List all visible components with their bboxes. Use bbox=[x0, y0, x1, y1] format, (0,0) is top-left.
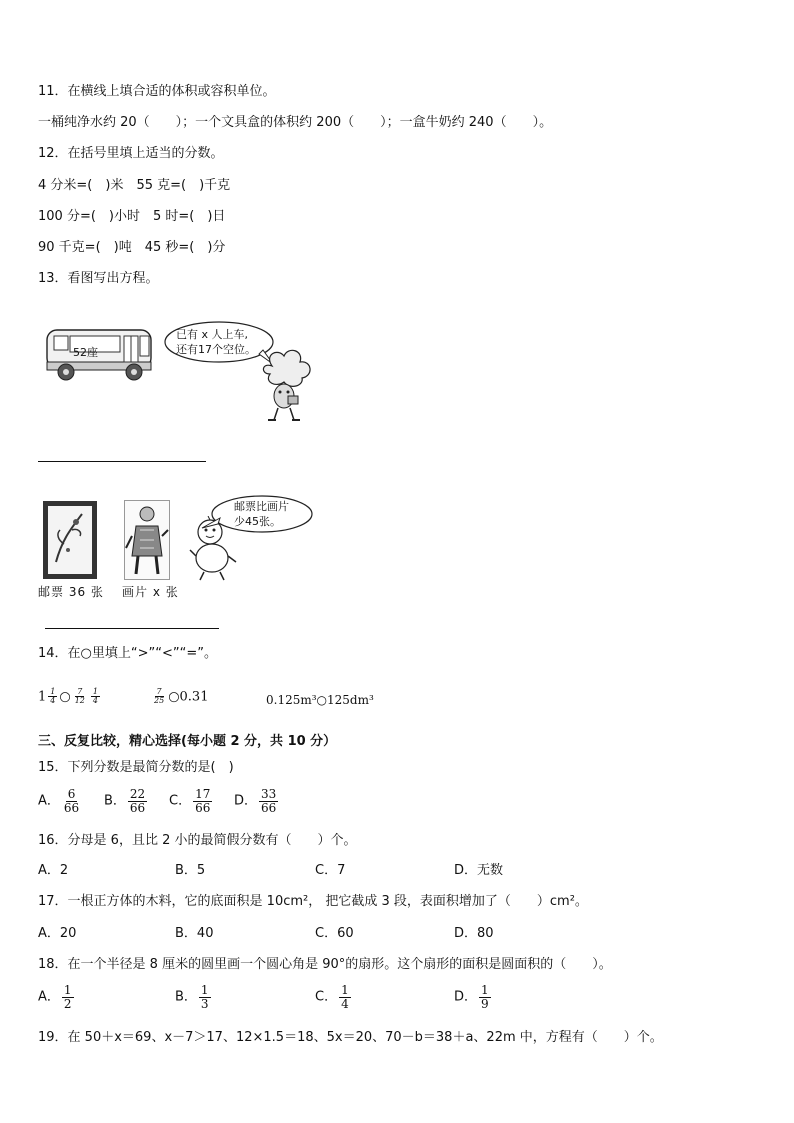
q18-option-c[interactable]: C． $\frac{1}{4}$ bbox=[315, 983, 349, 1011]
q17-option-b[interactable]: B．40 bbox=[175, 926, 214, 941]
q17-option-c[interactable]: C．60 bbox=[315, 926, 354, 941]
stamp-picture bbox=[42, 500, 98, 580]
q12-row3: 90 千克=( )吨 45 秒=( )分 bbox=[38, 240, 226, 255]
bus-seat-label: 52座 bbox=[73, 346, 98, 359]
picture-card bbox=[124, 500, 170, 580]
q18-title: 18．在一个半径是 8 厘米的圆里画一个圆心角是 90°的扇形。这个扇形的面积是圆面积的（ ）。 bbox=[38, 957, 612, 972]
q17-option-d[interactable]: D．80 bbox=[454, 926, 494, 941]
q14-item2-frac: $\frac{7}{25}$ bbox=[154, 687, 165, 706]
q14-item1-frac2: $\frac{7}{12}$ bbox=[74, 687, 85, 706]
q12-row2: 100 分=( )小时 5 时=( )日 bbox=[38, 209, 226, 224]
q12-row1: 4 分米=( )米 55 克=( )千克 bbox=[38, 178, 231, 193]
bubble1-text bbox=[176, 327, 256, 357]
bubble2-line1: 邮票比画片 bbox=[234, 500, 289, 513]
q14-item1-frac1: $\frac{1}{4}$ bbox=[50, 687, 56, 706]
q16-option-c[interactable]: C．7 bbox=[315, 863, 346, 878]
q11-title: 11．在横线上填合适的体积或容积单位。 bbox=[38, 84, 276, 99]
cabbage-character bbox=[254, 346, 318, 424]
q14-item1 bbox=[38, 688, 102, 706]
q14-item1-frac3: $\frac{1}{4}$ bbox=[92, 687, 98, 706]
q16-title: 16．分母是 6，且比 2 小的最简假分数有（ ）个。 bbox=[38, 833, 357, 848]
q16-option-d[interactable]: D．无数 bbox=[454, 863, 504, 878]
q14-item3[interactable]: 0.125m³○125dm³ bbox=[266, 693, 374, 707]
q14-item1-whole: 1 bbox=[38, 689, 47, 705]
caption-stamp: 邮票 36 张 bbox=[38, 585, 104, 599]
q14-title: 14．在○里填上“>”“<”“=”。 bbox=[38, 646, 217, 661]
q17-title: 17．一根正方体的木料，它的底面积是 10cm²， 把它截成 3 段，表面积增加了（ ）cm²。 bbox=[38, 894, 588, 909]
q19-title: 19．在 50＋x＝69、x－7＞17、12×1.5＝18、5x＝20、70－b＝38＋a、22m 中，方程有（ ）个。 bbox=[38, 1030, 663, 1045]
q18-option-d[interactable]: D． $\frac{1}{9}$ bbox=[454, 983, 489, 1011]
q13-title: 13．看图写出方程。 bbox=[38, 271, 159, 286]
answer-line-1[interactable] bbox=[38, 461, 206, 462]
q11-line: 一桶纯净水约 20（ ）；一个文具盒的体积约 200（ ）；一盒牛奶约 240（ ）。 bbox=[38, 115, 553, 130]
caption-picture: 画片 x 张 bbox=[122, 585, 179, 599]
bubble1-line2: 还有17个空位。 bbox=[176, 343, 256, 356]
bubble2-text bbox=[234, 499, 289, 529]
section3-title: 三、反复比较，精心选择(每小题 2 分，共 10 分） bbox=[38, 734, 337, 749]
q18-option-b[interactable]: B． $\frac{1}{3}$ bbox=[175, 983, 209, 1011]
bus-illustration bbox=[44, 326, 156, 384]
q16-option-a[interactable]: A．2 bbox=[38, 863, 69, 878]
q14-item2 bbox=[150, 688, 208, 706]
q18-option-a[interactable]: A． $\frac{1}{2}$ bbox=[38, 983, 72, 1011]
q15-option-b[interactable]: B． $\frac{22}{66}$ bbox=[104, 787, 146, 815]
q15-option-a[interactable]: A． $\frac{6}{66}$ bbox=[38, 787, 80, 815]
bubble2-line2: 少45张。 bbox=[234, 515, 281, 528]
q15-option-d[interactable]: D． $\frac{33}{66}$ bbox=[234, 787, 277, 815]
q12-title: 12．在括号里填上适当的分数。 bbox=[38, 146, 224, 161]
bubble1-line1: 已有 x 人上车, bbox=[176, 328, 248, 341]
q14-item2-rest[interactable]: ○0.31 bbox=[168, 689, 209, 705]
q14-item1-circle[interactable]: ○ bbox=[59, 689, 71, 705]
q17-option-a[interactable]: A．20 bbox=[38, 926, 77, 941]
q15-option-c[interactable]: C． $\frac{17}{66}$ bbox=[169, 787, 211, 815]
q16-option-b[interactable]: B．5 bbox=[175, 863, 206, 878]
q15-title: 15．下列分数是最简分数的是( ) bbox=[38, 760, 234, 775]
answer-line-2[interactable] bbox=[45, 628, 219, 629]
